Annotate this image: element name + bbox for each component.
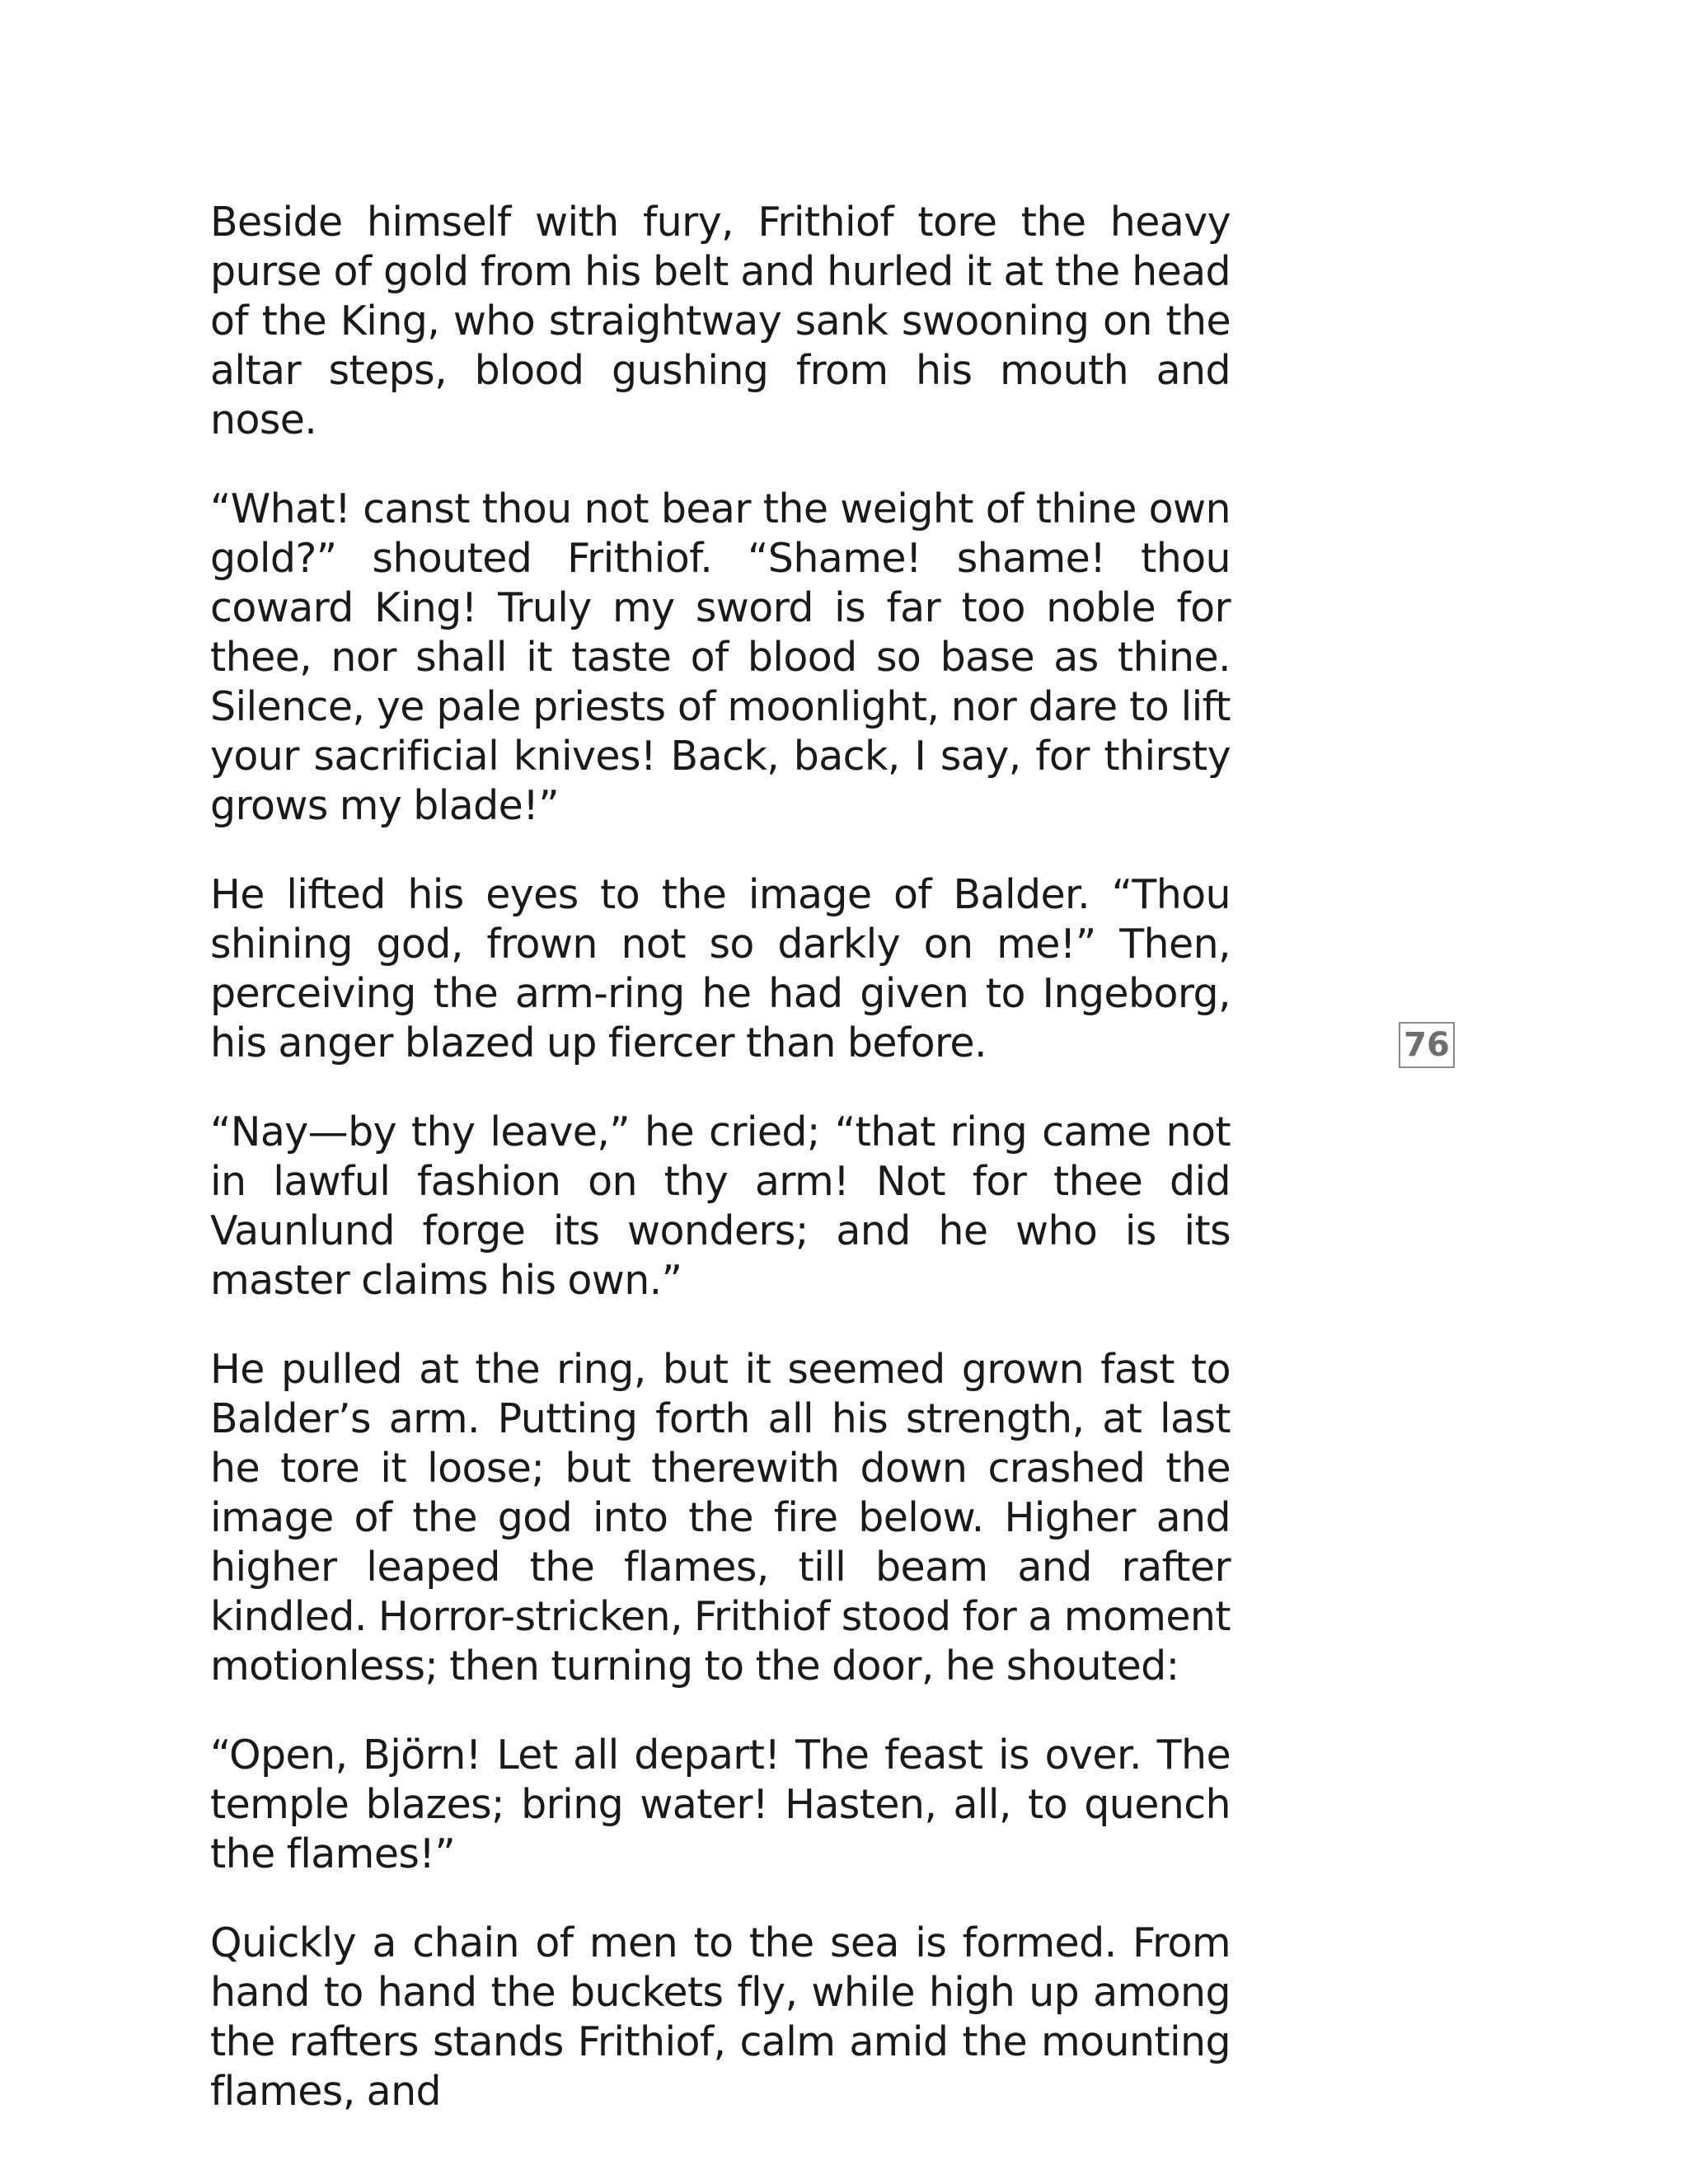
- paragraph-7: Quickly a chain of men to the sea is formed. From hand to hand the buckets fly, while high up among the rafters stands Frithiof, calm amid the mounting flames, and: [210, 1919, 1231, 2115]
- paragraph-2: “What! canst thou not bear the weight of thine own gold?” shouted Frithiof. “Shame! shame! thou coward King! Truly my sword is far too noble for thee, nor shall it taste of blood so base as thine. Silence, ye pale priests of moonlight, nor dare to lift your sacrificial knives! Back, back, I say, for thirsty grows my blade!”: [210, 485, 1231, 829]
- body-text: [210, 198, 1231, 2156]
- page-number: 76: [1399, 1022, 1455, 1068]
- paragraph-4: “Nay—by thy leave,” he cried; “that ring came not in lawful fashion on thy arm! Not for thee did Vaunlund forge its wonders; and he who is its master claims his own.”: [210, 1108, 1231, 1304]
- paragraph-6: “Open, Björn! Let all depart! The feast is over. The temple blazes; bring water! Hasten, all, to quench the flames!”: [210, 1732, 1231, 1877]
- paragraph-5: He pulled at the ring, but it seemed grown fast to Balder’s arm. Putting forth all his strength, at last he tore it loose; but therewith down crashed the image of the god into the fire below. Higher and higher leaped the flames, till beam and rafter kindled. Horror-stricken, Frithiof stood for a moment motionless; then turning to the door, he shouted:: [210, 1346, 1231, 1690]
- paragraph-1: Beside himself with fury, Frithiof tore the heavy purse of gold from his belt and hurled it at the head of the King, who straightway sank swooning on the altar steps, blood gushing from his mouth and nose.: [210, 199, 1231, 443]
- paragraph-3: He lifted his eyes to the image of Balder. “Thou shining god, frown not so darkly on me!” Then, perceiving the arm-ring he had given to Ingeborg, his anger blazed up fiercer than before.: [210, 871, 1231, 1066]
